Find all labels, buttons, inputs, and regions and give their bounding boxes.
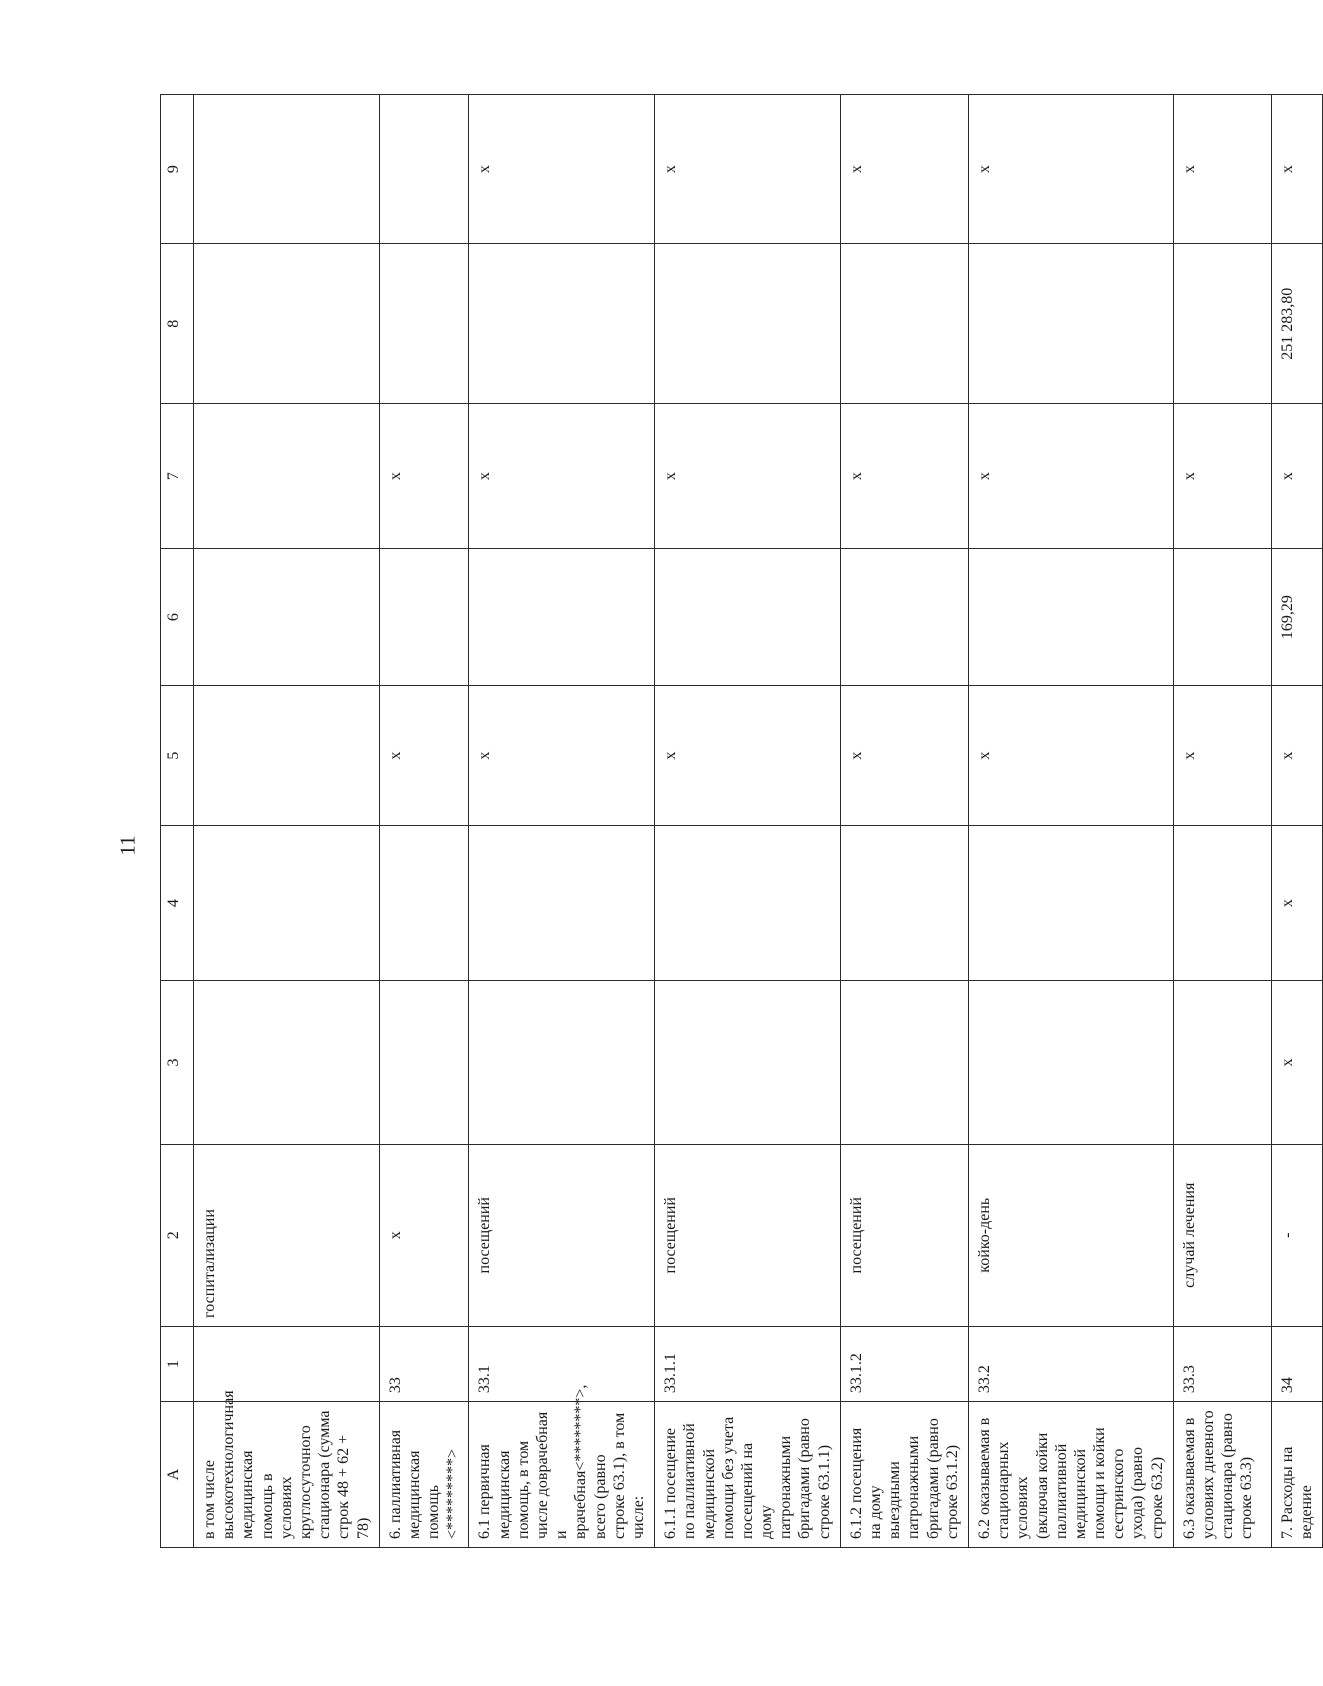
value-cell <box>840 825 968 981</box>
row-code: 33 <box>379 1326 469 1401</box>
value-cell <box>469 981 655 1144</box>
value-cell <box>1173 825 1271 981</box>
unit-cell: посещений <box>840 1144 968 1326</box>
value-cell <box>379 244 469 404</box>
row-code: 33.3 <box>1173 1326 1271 1401</box>
value-cell: х <box>655 95 841 244</box>
value-cell: х <box>840 95 968 244</box>
value-cell <box>968 244 1173 404</box>
value-cell <box>1173 244 1271 404</box>
header-cell: 5 <box>161 686 194 826</box>
value-cell <box>1173 981 1271 1144</box>
header-cell: 4 <box>161 825 194 981</box>
value-cell <box>655 981 841 1144</box>
value-cell <box>469 548 655 685</box>
value-cell: х <box>469 404 655 549</box>
row-label: 6.1 первичная медицинская помощь, в том числе доврачебная и врачебная<********>, всего (равно строке 63.1), в том числе: <box>469 1402 655 1548</box>
header-cell: 7 <box>161 404 194 549</box>
value-cell: х <box>469 686 655 826</box>
value-cell: х <box>968 686 1173 826</box>
value-cell: х <box>469 95 655 244</box>
value-cell: х <box>1271 95 1322 244</box>
header-cell: 3 <box>161 981 194 1144</box>
value-cell: х <box>655 686 841 826</box>
value-cell <box>379 981 469 1144</box>
row-label: 7. Расходы на ведение <box>1271 1402 1322 1548</box>
value-cell <box>194 981 380 1144</box>
unit-cell: случай лечения <box>1173 1144 1271 1326</box>
row-label: 6.2 оказываемая в стационарных условиях (включая койки паллиативной медицинской помощи и койки сестринского ухода) (равно строке 63.2) <box>968 1402 1173 1548</box>
table-row <box>379 95 469 1548</box>
row-label: в том числе высокотехнологичная медицинская помощь в условиях круглосуточного стационара (сумма строк 48 + 62 + 78) <box>194 1402 380 1548</box>
table-row <box>655 95 841 1548</box>
value-cell: х <box>1271 686 1322 826</box>
row-label: 6. паллиативная медицинская помощь <*********> <box>379 1402 469 1548</box>
table-row <box>1271 95 1322 1548</box>
header-cell: 2 <box>161 1144 194 1326</box>
header-cell: 1 <box>161 1326 194 1401</box>
value-cell <box>968 825 1173 981</box>
table-row <box>840 95 968 1548</box>
table-row <box>968 95 1173 1548</box>
value-cell: х <box>1173 686 1271 826</box>
value-cell: х <box>840 686 968 826</box>
unit-cell: посещений <box>655 1144 841 1326</box>
row-label: 6.1.2 посещения на дому выездными патронажными бригадами (равно строке 63.1.2) <box>840 1402 968 1548</box>
value-cell: х <box>1271 404 1322 549</box>
header-cell: А <box>161 1402 194 1548</box>
page-number: 11 <box>115 835 140 856</box>
value-cell <box>1173 548 1271 685</box>
unit-cell: х <box>379 1144 469 1326</box>
value-cell <box>194 404 380 549</box>
value-cell <box>194 548 380 685</box>
row-label: 6.1.1 посещение по паллиативной медицинской помощи без учета посещений на дому патронажными бригадами (равно строке 63.1.1) <box>655 1402 841 1548</box>
unit-cell: койко-день <box>968 1144 1173 1326</box>
table-row <box>1173 95 1271 1548</box>
row-label: 6.3 оказываемая в условиях дневного стационара (равно строке 63.3) <box>1173 1402 1271 1548</box>
value-cell: х <box>840 404 968 549</box>
value-cell <box>379 95 469 244</box>
value-cell <box>655 825 841 981</box>
value-cell: х <box>968 95 1173 244</box>
header-cell: 8 <box>161 244 194 404</box>
header-row <box>161 95 194 1548</box>
value-cell: 169,29 <box>1271 548 1322 685</box>
value-cell <box>840 244 968 404</box>
value-cell <box>655 548 841 685</box>
row-code: 33.1 <box>469 1326 655 1401</box>
value-cell <box>469 244 655 404</box>
value-cell <box>840 981 968 1144</box>
table-row <box>194 95 380 1548</box>
value-cell <box>968 981 1173 1144</box>
value-cell <box>194 95 380 244</box>
value-cell <box>840 548 968 685</box>
header-cell: 6 <box>161 548 194 685</box>
header-cell: 9 <box>161 95 194 244</box>
row-code: 33.1.2 <box>840 1326 968 1401</box>
table-wrapper <box>160 94 1315 1548</box>
data-table <box>160 94 1323 1548</box>
unit-cell: - <box>1271 1144 1322 1326</box>
unit-cell: посещений <box>469 1144 655 1326</box>
value-cell: х <box>1271 825 1322 981</box>
value-cell: х <box>379 686 469 826</box>
row-code: 34 <box>1271 1326 1322 1401</box>
unit-cell: госпитализации <box>194 1144 380 1326</box>
value-cell: х <box>1173 95 1271 244</box>
value-cell <box>655 244 841 404</box>
value-cell: х <box>1173 404 1271 549</box>
value-cell: х <box>655 404 841 549</box>
value-cell <box>194 686 380 826</box>
value-cell <box>379 825 469 981</box>
value-cell <box>194 825 380 981</box>
value-cell: 251 283,80 <box>1271 244 1322 404</box>
value-cell <box>194 244 380 404</box>
value-cell <box>469 825 655 981</box>
value-cell <box>379 548 469 685</box>
value-cell: х <box>968 404 1173 549</box>
value-cell: х <box>379 404 469 549</box>
value-cell: х <box>1271 981 1322 1144</box>
value-cell <box>968 548 1173 685</box>
table-row <box>469 95 655 1548</box>
row-code: 33.2 <box>968 1326 1173 1401</box>
row-code: 33.1.1 <box>655 1326 841 1401</box>
